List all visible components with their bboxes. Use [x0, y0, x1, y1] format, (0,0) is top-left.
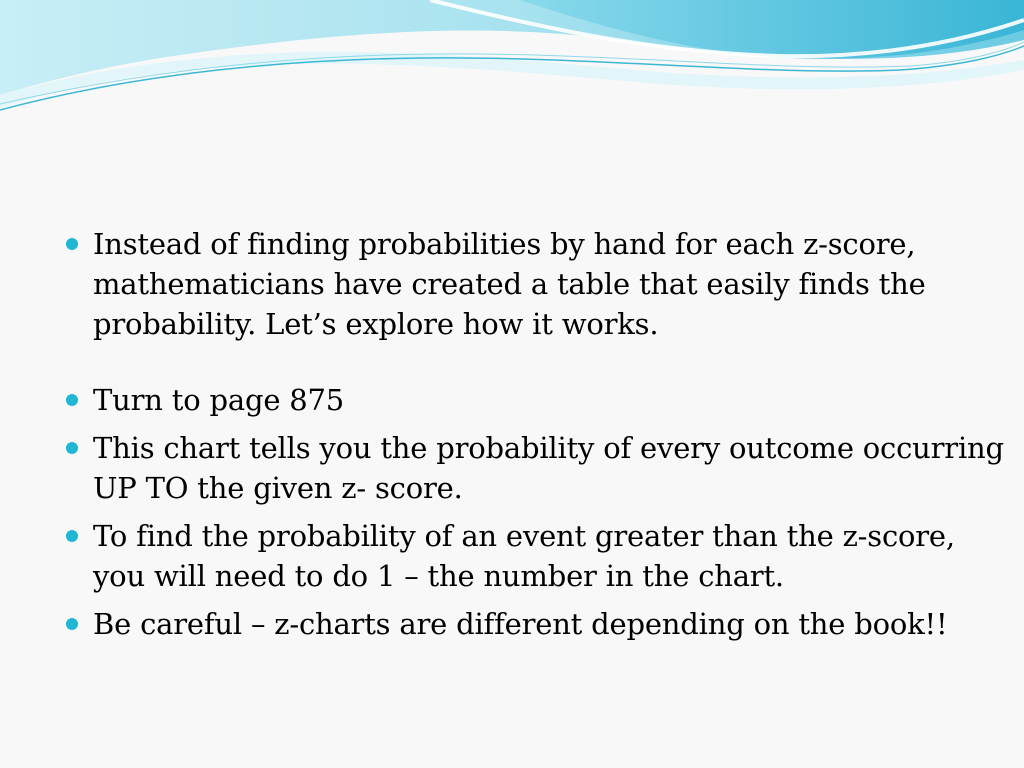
bullet-text: To find the probability of an event greater than the z-score, you will need to do 1 – the number in the chart. — [93, 519, 955, 593]
bullet-dot-icon — [66, 394, 78, 406]
bullet-item — [62, 428, 1012, 508]
bullet-text: Instead of finding probabilities by hand for each z-score, mathematicians have created a table that easily finds the probability. Let’s explore how it works. — [93, 227, 926, 341]
bullet-text: This chart tells you the probability of every outcome occurring UP TO the given z- score. — [93, 431, 1004, 505]
wave-swoosh-light — [0, 52, 1024, 108]
wave-header-decoration — [0, 0, 1024, 130]
bullet-item — [62, 224, 1012, 344]
bullet-item — [62, 604, 1012, 644]
bullet-text: Be careful – z-charts are different depending on the book!! — [93, 607, 948, 641]
bullet-dot-icon — [66, 530, 78, 542]
bullet-dot-icon — [66, 238, 78, 250]
bullet-dot-icon — [66, 618, 78, 630]
bullet-list — [62, 224, 1012, 644]
bullet-dot-icon — [66, 442, 78, 454]
bullet-text: Turn to page 875 — [93, 383, 345, 417]
bullet-item — [62, 516, 1012, 596]
bullet-item — [62, 380, 1012, 420]
